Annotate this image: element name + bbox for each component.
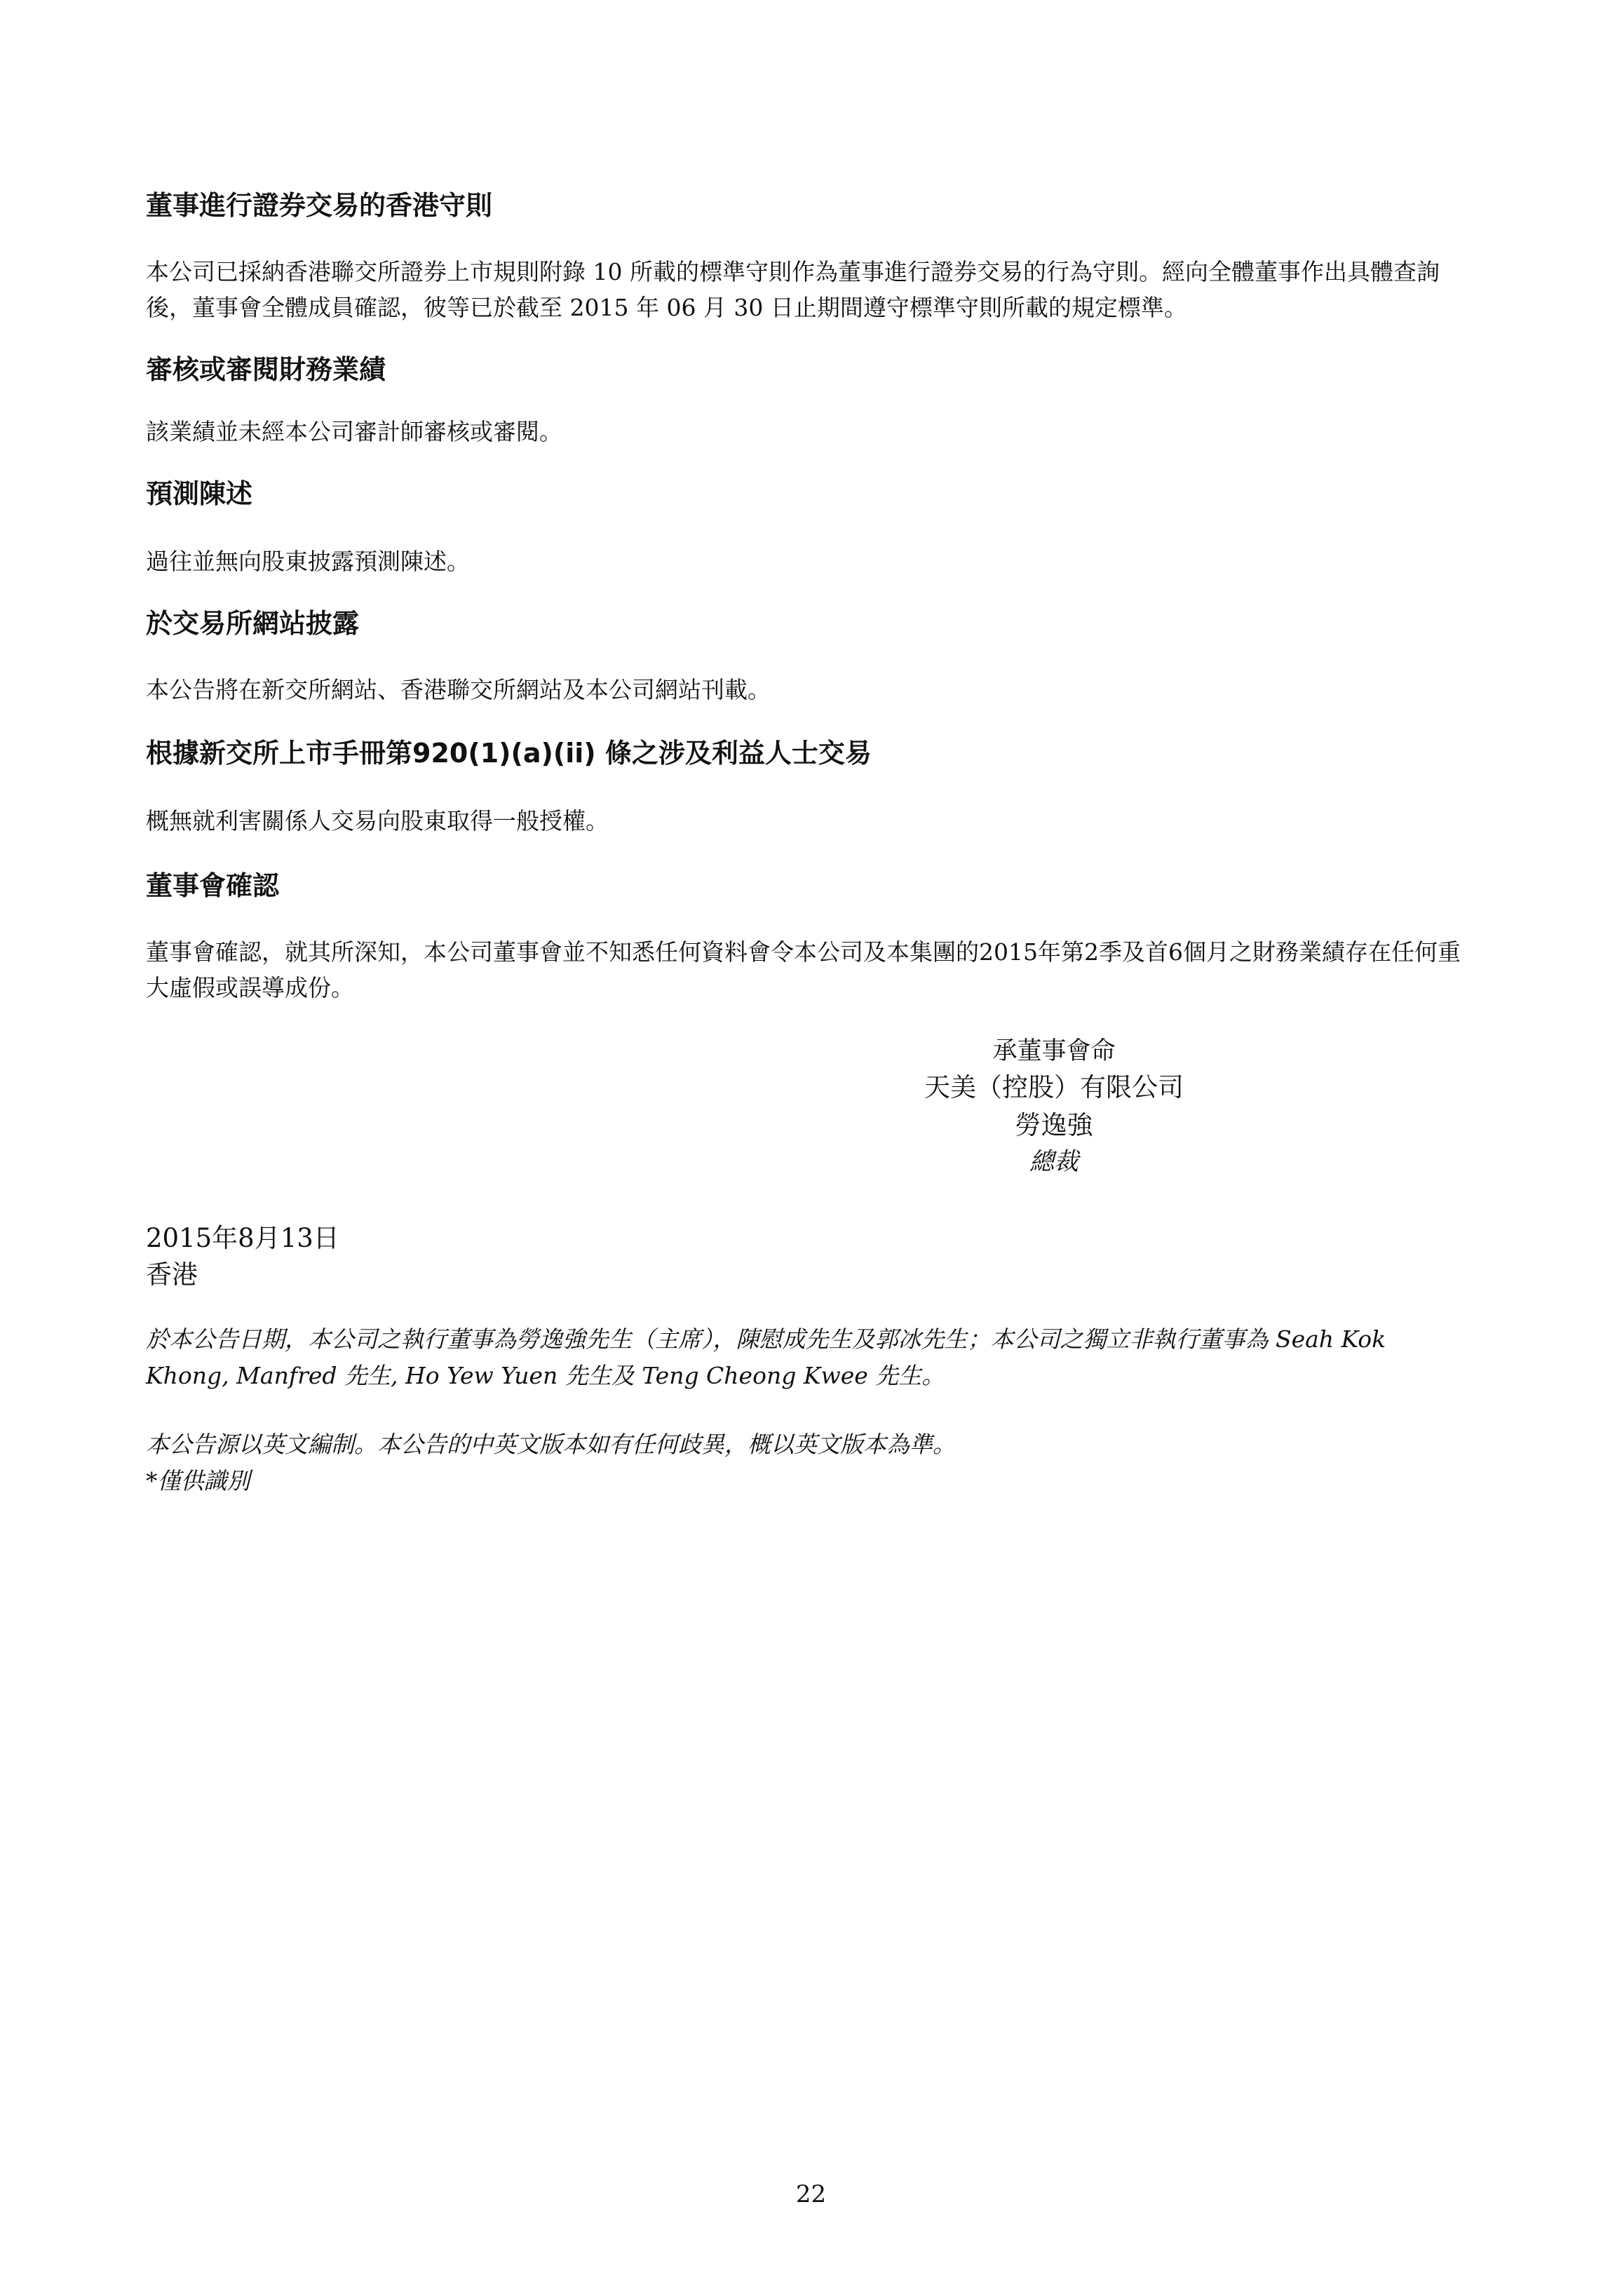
- signature-block: [914, 1034, 1194, 1180]
- page-content: [146, 188, 1464, 1499]
- section-heading-interested-person: 根據新交所上市手冊第920(1)(a)(ii) 條之涉及利益人士交易: [146, 738, 872, 769]
- section-body-board-confirmation: 董事會確認，就其所深知，本公司董事會並不知悉任何資料會令本公司及本集團的2015年第2季及首6個月之財務業績存在任何重大虛假或誤導成份。: [146, 938, 1461, 1001]
- announcement-date: 2015年8月13日: [146, 1223, 339, 1253]
- announcement-place: 香港: [146, 1260, 198, 1290]
- directors-note: 於本公告日期，本公司之執行董事為勞逸強先生（主席），陳慰成先生及郭冰先生；本公司之獨立非執行董事為 Seah Kok Khong, Manfred 先生, Ho Yew Yuen 先生及 Teng Cheong Kwee 先生。: [146, 1325, 1386, 1389]
- section-body-forecast: 過往並無向股東披露預測陳述。: [146, 548, 470, 575]
- section-body-interested-person: 概無就利害關係人交易向股東取得一般授權。: [146, 807, 609, 835]
- signature-company: 天美（控股）有限公司: [924, 1072, 1184, 1102]
- section-body-website-disclosure: 本公告將在新交所網站、香港聯交所網站及本公司網站刊載。: [146, 676, 771, 703]
- section-heading-dealing-code: 董事進行證券交易的香港守則: [146, 190, 493, 221]
- section-heading-website-disclosure: 於交易所網站披露: [146, 608, 360, 639]
- signature-by-order: 承董事會命: [992, 1037, 1116, 1065]
- signature-name: 勞逸強: [1015, 1110, 1093, 1140]
- footnote: *僅供識別: [146, 1467, 250, 1494]
- page-number: 22: [795, 2180, 827, 2208]
- signature-title: 總裁: [1029, 1148, 1079, 1176]
- section-body-audit-review: 該業績並未經本公司審計師審核或審閱。: [146, 418, 562, 445]
- section-body-dealing-code: 本公司已採納香港聯交所證券上市規則附錄 10 所載的標準守則作為董事進行證券交易的行為守則。經向全體董事作出具體查詢後，董事會全體成員確認，彼等已於截至 2015 年 06 月 30 日止期間遵守標準守則所載的規定標準。: [146, 258, 1440, 321]
- section-heading-audit-review: 審核或審閱財務業績: [146, 354, 386, 385]
- section-heading-forecast: 預測陳述: [146, 478, 253, 509]
- language-note: 本公告源以英文編制。本公告的中英文版本如有任何歧異，概以英文版本為準。: [146, 1431, 956, 1458]
- section-heading-board-confirmation: 董事會確認: [146, 870, 280, 901]
- date-place-block: [146, 1220, 1464, 1293]
